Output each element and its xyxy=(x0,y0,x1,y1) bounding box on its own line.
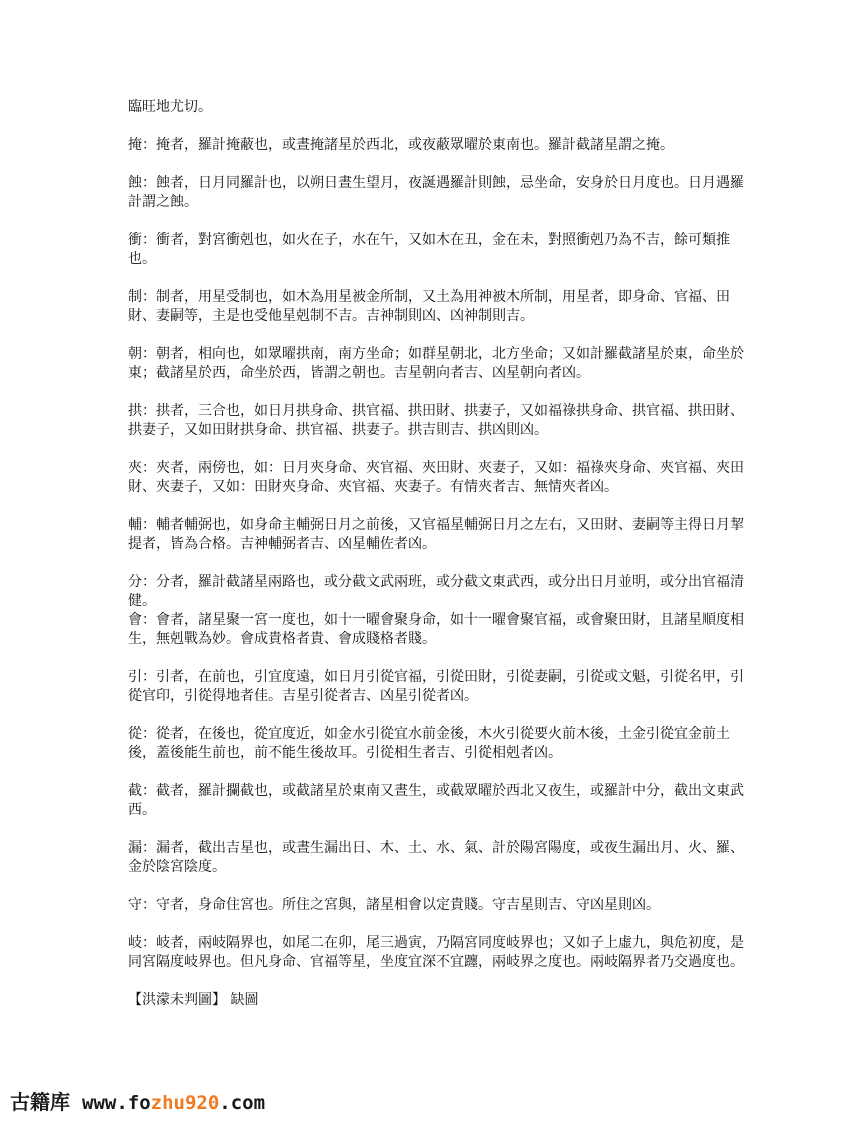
paragraph-3: 衝：衝者，對宮衝剋也，如火在子，水在午，又如木在丑，金在未，對照衝剋乃為不吉，餘可類推也。 xyxy=(128,232,730,267)
paragraph-11: 引：引者，在前也，引宜度遠，如日月引從官福，引從田財，引從妻嗣，引從或文魁，引從名甲，引從官印，引從得地者佳。吉星引從者吉、凶星引從者凶。 xyxy=(128,669,744,704)
paragraph-7: 夾：夾者，兩傍也，如：日月夾身命、夾官福、夾田財、夾妻子，又如：福祿夾身命、夾官福、夾田財、夾妻子，又如：田財夾身命、夾官福、夾妻子。有情夾者吉、無情夾者凶。 xyxy=(128,460,744,495)
footer-note: 【洪濛未判圖】 缺圖 xyxy=(128,992,259,1008)
paragraph-15: 守：守者，身命住宮也。所住之宮與，諸星相會以定貴賤。守吉星則吉、守凶星則凶。 xyxy=(128,897,660,913)
paragraph-13: 截：截者，羅計攔截也，或截諸星於東南又晝生，或截眾曜於西北又夜生，或羅計中分，截出文東武西。 xyxy=(128,783,744,818)
paragraph-4: 制：制者，用星受制也，如木為用星被金所制，又土為用神被木所制，用星者，即身命、官福、田財、妻嗣等，主是也受他星剋制不吉。吉神制則凶、凶神制則吉。 xyxy=(128,289,730,324)
watermark-site-suffix: .com xyxy=(219,1092,266,1114)
paragraph-8: 輔：輔者輔弼也，如身命主輔弼日月之前後，又官福星輔弼日月之左右，又田財、妻嗣等主得日月挈提者，皆為合格。吉神輔弼者吉、凶星輔佐者凶。 xyxy=(128,517,744,552)
paragraph-5: 朝：朝者，相向也，如眾曜拱南，南方坐命；如群星朝北，北方坐命；又如計羅截諸星於東，命坐於東；截諸星於西，命坐於西，皆謂之朝也。吉星朝向者吉、凶星朝向者凶。 xyxy=(128,346,744,381)
paragraph-10: 會：會者，諸星聚一宮一度也，如十一曜會聚身命，如十一曜會聚官福，或會聚田財，且諸星順度相生，無剋戰為妙。會成貴格者貴、會成賤格者賤。 xyxy=(128,612,744,647)
watermark-site-prefix: www.fo xyxy=(82,1092,151,1114)
watermark-site-accent: zhu920 xyxy=(150,1092,220,1114)
paragraph-14: 漏：漏者，截出吉星也，或晝生漏出日、木、土、水、氣、計於陽宮陽度，或夜生漏出月、火、羅、金於陰宮陰度。 xyxy=(128,840,744,875)
paragraph-0: 臨旺地尤切。 xyxy=(128,99,212,115)
paragraph-16: 岐：岐者，兩岐隔界也，如尾二在卯，尾三過寅，乃隔宮同度岐界也；又如子上虛九，與危初度，是同宮隔度岐界也。但凡身命、官福等星，坐度宜深不宜躔，兩岐界之度也。兩岐隔界者乃交過度也。 xyxy=(128,935,744,970)
paragraph-12: 從：從者，在後也，從宜度近，如金水引從宜水前金後，木火引從要火前木後，土金引從宜金前土後，蓋後能生前也，前不能生後故耳。引從相生者吉、引從相剋者凶。 xyxy=(128,726,730,761)
paragraph-1: 掩：掩者，羅計掩蔽也，或晝掩諸星於西北，或夜蔽眾曜於東南也。羅計截諸星謂之掩。 xyxy=(128,137,674,153)
watermark-logo xyxy=(10,1086,265,1116)
paragraph-6: 拱：拱者，三合也，如日月拱身命、拱官福、拱田財、拱妻子，又如福祿拱身命、拱官福、拱田財、拱妻子，又如田財拱身命、拱官福、拱妻子。拱吉則吉、拱凶則凶。 xyxy=(128,403,744,438)
paragraph-2: 蝕：蝕者，日月同羅計也，以朔日晝生望月，夜誕遇羅計則蝕，忌坐命，安身於日月度也。日月遇羅計謂之蝕。 xyxy=(128,175,744,210)
document-body xyxy=(128,98,748,1024)
paragraph-9: 分：分者，羅計截諸星兩路也，或分截文武兩班，或分截文東武西，或分出日月並明，或分出官福清健。 xyxy=(128,574,744,609)
watermark-brand: 古籍库 xyxy=(10,1090,70,1114)
